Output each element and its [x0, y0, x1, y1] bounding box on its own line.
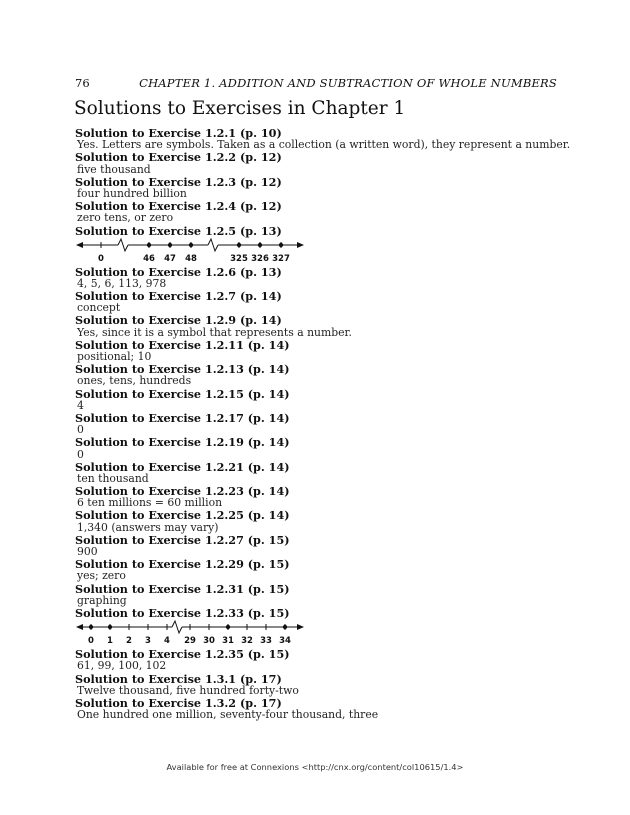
tick-label: 325 — [230, 253, 248, 264]
graphed-point — [279, 242, 283, 246]
tick-label: 30 — [203, 636, 215, 647]
solution-answer: ten thousand — [77, 471, 149, 485]
tick-label: 1 — [107, 636, 113, 647]
tick-label: 0 — [88, 636, 94, 647]
solution-title: Solution to Exercise 1.2.6 (p. 13) — [75, 264, 282, 279]
solution-answer: five thousand — [77, 162, 151, 176]
tick-label: 3 — [145, 636, 151, 647]
solution-answer: graphing — [77, 593, 127, 607]
tick-label: 47 — [164, 253, 176, 264]
solution-title: Solution to Exercise 1.3.2 (p. 17) — [75, 695, 282, 710]
solution-answer: Twelve thousand, five hundred forty-two — [77, 683, 299, 697]
solution-title: Solution to Exercise 1.2.5 (p. 13) — [75, 223, 282, 238]
tick-label: 32 — [241, 636, 253, 647]
solution-answer: 4 — [77, 398, 84, 412]
solution-answer: 61, 99, 100, 102 — [77, 659, 167, 673]
solution-answer: concept — [77, 301, 121, 315]
solution-answer: Yes, since it is a symbol that represents a number. — [77, 325, 352, 339]
solution-title: Solution to Exercise 1.2.23 (p. 14) — [75, 484, 290, 499]
number-line-2 — [75, 619, 565, 648]
solution-title: Solution to Exercise 1.2.11 (p. 14) — [75, 337, 290, 352]
solution-title: Solution to Exercise 1.2.1 (p. 10) — [75, 126, 282, 140]
solution-answer: 0 — [77, 447, 84, 461]
solution-answer: 900 — [77, 545, 98, 558]
solution-title: Solution to Exercise 1.2.35 (p. 15) — [75, 647, 290, 662]
tick-label: 327 — [272, 253, 290, 264]
solution-answer: positional; 10 — [77, 350, 152, 363]
solution-title: Solution to Exercise 1.2.2 (p. 12) — [75, 150, 282, 165]
solution-title: Solution to Exercise 1.2.19 (p. 14) — [75, 435, 290, 450]
solution-answer: One hundred one million, seventy-four thousand, three — [77, 708, 379, 722]
solution-title: Solution to Exercise 1.2.21 (p. 14) — [75, 459, 290, 474]
tick-label: 29 — [184, 636, 196, 647]
solutions-list — [75, 126, 571, 722]
solution-title: Solution to Exercise 1.2.3 (p. 12) — [75, 174, 282, 189]
chapter-title: CHAPTER 1. ADDITION AND SUBTRACTION OF WHOLE NUMBERS — [139, 76, 557, 90]
solution-answer: 4, 5, 6, 113, 978 — [77, 276, 167, 290]
number-line-1 — [75, 237, 565, 266]
tick-label: 0 — [98, 253, 104, 264]
running-header — [75, 76, 557, 90]
tick-label: 34 — [279, 636, 291, 647]
solution-title: Solution to Exercise 1.2.4 (p. 12) — [75, 199, 282, 214]
solution-title: Solution to Exercise 1.2.13 (p. 14) — [75, 362, 290, 377]
tick-label: 326 — [251, 253, 269, 264]
solution-title: Solution to Exercise 1.2.29 (p. 15) — [75, 557, 290, 572]
solution-answer: 6 ten millions = 60 million — [77, 496, 223, 510]
solution-answer: ones, tens, hundreds — [77, 374, 192, 388]
tick-label: 46 — [143, 253, 155, 264]
solution-answer: 0 — [77, 423, 84, 437]
graphed-point — [258, 242, 262, 246]
solution-answer: zero tens, or zero — [77, 211, 174, 225]
solution-title: Solution to Exercise 1.2.17 (p. 14) — [75, 410, 290, 425]
tick-label: 48 — [185, 253, 197, 264]
graphed-point — [237, 242, 241, 246]
solution-title: Solution to Exercise 1.2.27 (p. 15) — [75, 532, 290, 547]
solution-title: Solution to Exercise 1.2.25 (p. 14) — [75, 508, 290, 523]
tick-label: 33 — [260, 636, 272, 647]
section-title: Solutions to Exercises in Chapter 1 — [74, 98, 406, 119]
graphed-point — [89, 625, 93, 629]
solution-title: Solution to Exercise 1.2.15 (p. 14) — [75, 386, 290, 401]
solution-title: Solution to Exercise 1.2.33 (p. 15) — [75, 605, 290, 620]
number-line-2-graphic — [75, 619, 305, 648]
tick-label: 31 — [222, 636, 234, 647]
graphed-point — [108, 625, 112, 629]
tick-label: 2 — [126, 636, 132, 647]
tick-label: 4 — [164, 636, 170, 647]
solution-answer: four hundred billion — [77, 186, 187, 200]
graphed-point — [147, 242, 151, 246]
graphed-point — [226, 625, 230, 629]
graphed-point — [189, 242, 193, 246]
solution-title: Solution to Exercise 1.2.7 (p. 14) — [75, 289, 282, 304]
number-line-1-graphic — [75, 237, 305, 266]
graphed-point — [283, 625, 287, 629]
solution-title: Solution to Exercise 1.2.9 (p. 14) — [75, 313, 282, 328]
footer-attribution: Available for free at Connexions <http://cnx.org/content/col10615/1.4> — [166, 762, 464, 772]
solution-answer: 1,340 (answers may vary) — [77, 520, 219, 534]
solution-title: Solution to Exercise 1.2.31 (p. 15) — [75, 581, 290, 596]
solution-answer: Yes. Letters are symbols. Taken as a collection (a written word), they represent a number. — [77, 138, 571, 152]
solution-title: Solution to Exercise 1.3.1 (p. 17) — [75, 671, 282, 686]
solution-answer: yes; zero — [77, 569, 126, 583]
graphed-point — [168, 242, 172, 246]
page-number: 76 — [75, 76, 90, 90]
